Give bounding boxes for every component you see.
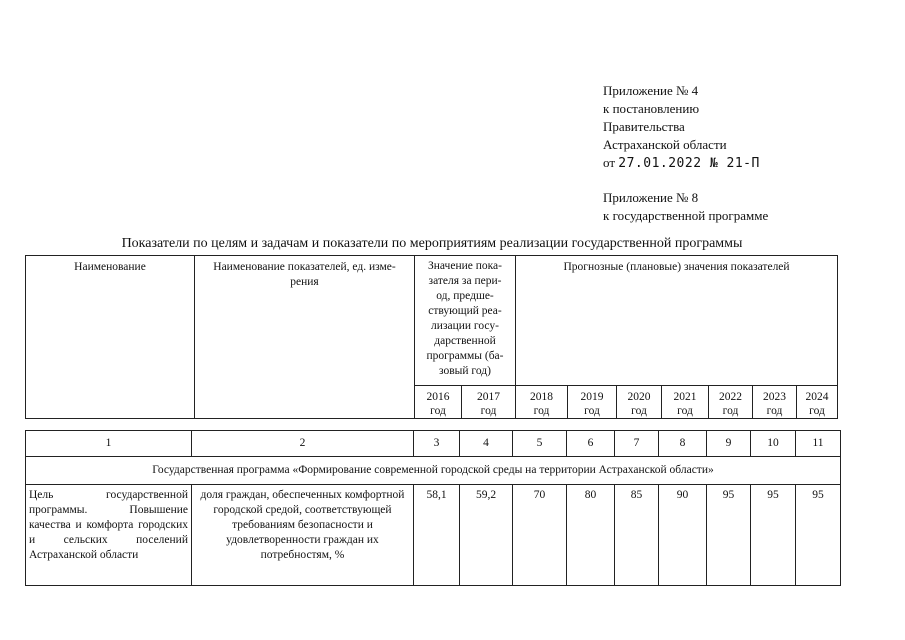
- value-2017: 59,2: [460, 485, 513, 586]
- column-number: 2: [192, 431, 414, 457]
- annex-resolution-line: к постановлению: [603, 101, 700, 116]
- year-2016: 2016 год: [415, 386, 462, 419]
- program-title-row: [26, 457, 841, 485]
- annex-block-resolution: [603, 82, 760, 173]
- annex-program-number: Приложение № 8: [603, 190, 699, 205]
- year-2022: 2022 год: [709, 386, 753, 419]
- header-base-value: Значение пока- зателя за пери- од, предше- ствующий реа- лизации госу- дарственной программы (ба- зовый год): [415, 256, 516, 386]
- column-number: 7: [615, 431, 659, 457]
- year-2021: 2021 год: [662, 386, 709, 419]
- year-2020: 2020 год: [617, 386, 662, 419]
- table-row: [26, 485, 841, 586]
- column-number: 8: [659, 431, 707, 457]
- year-2024: 2024 год: [797, 386, 838, 419]
- column-number: 10: [751, 431, 796, 457]
- annex-number: Приложение № 4: [603, 83, 699, 98]
- year-2023: 2023 год: [753, 386, 797, 419]
- value-2021: 90: [659, 485, 707, 586]
- indicators-table-body: [25, 430, 841, 586]
- value-2022: 95: [707, 485, 751, 586]
- annex-program-line: к государственной программе: [603, 208, 769, 223]
- column-number: 11: [796, 431, 841, 457]
- year-2018: 2018 год: [516, 386, 568, 419]
- annex-date-line: [603, 154, 760, 173]
- program-title: Государственная программа «Формирование современной городской среды на территории Астраханской области»: [26, 457, 841, 485]
- goal-cell: Цель государственной программы. Повышение качества и комфорта городских и сельских поселений Астраханской области: [26, 485, 192, 586]
- header-forecast: Прогнозные (плановые) значения показателей: [516, 256, 838, 386]
- header-indicator: Наименование показателей, ед. изме- рения: [195, 256, 415, 419]
- column-numbers-row: [26, 431, 841, 457]
- annex-block-program: [603, 189, 768, 225]
- column-number: 4: [460, 431, 513, 457]
- annex-government-line: Правительства: [603, 119, 685, 134]
- value-2024: 95: [796, 485, 841, 586]
- annex-date-prefix: от: [603, 155, 616, 170]
- indicator-cell: доля граждан, обеспеченных комфортной городской средой, соответствующей требованиям безопасности и удовлетворенности граждан их потребностям, %: [192, 485, 414, 586]
- annex-region-line: Астраханской области: [603, 137, 727, 152]
- column-number: 9: [707, 431, 751, 457]
- value-2018: 70: [513, 485, 567, 586]
- header-name: Наименование: [26, 256, 195, 419]
- column-number: 1: [26, 431, 192, 457]
- column-number: 3: [414, 431, 460, 457]
- column-number: 6: [567, 431, 615, 457]
- annex-date-value: 27.01.2022 № 21-П: [618, 156, 760, 171]
- column-number: 5: [513, 431, 567, 457]
- value-2023: 95: [751, 485, 796, 586]
- indicators-table-header: [25, 255, 838, 419]
- year-2017: 2017 год: [462, 386, 516, 419]
- document-title: Показатели по целям и задачам и показатели по мероприятиям реализации государственной программы: [121, 236, 743, 251]
- value-2019: 80: [567, 485, 615, 586]
- year-2019: 2019 год: [568, 386, 617, 419]
- value-2016: 58,1: [414, 485, 460, 586]
- value-2020: 85: [615, 485, 659, 586]
